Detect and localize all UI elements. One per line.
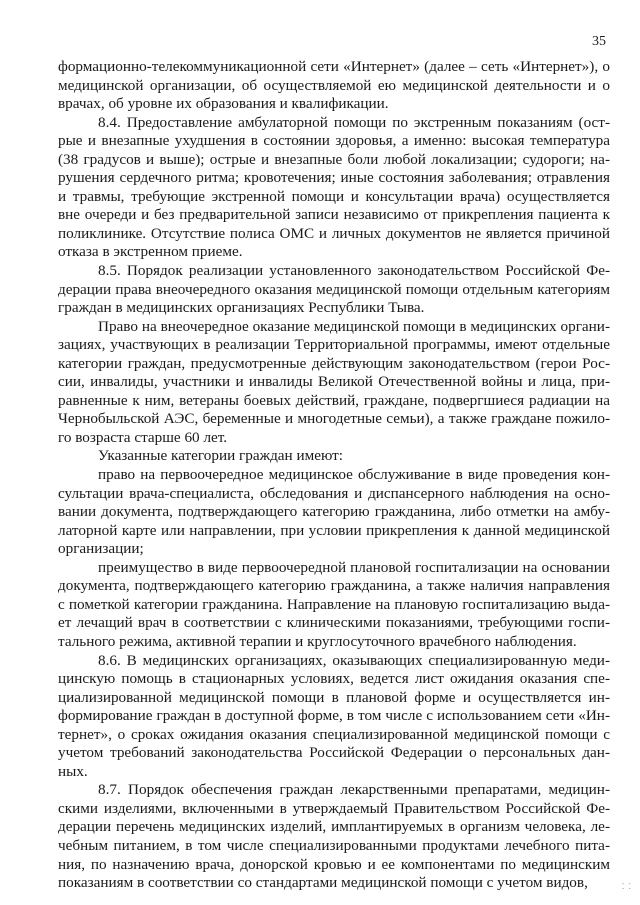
paragraph-first-priority-service: право на первоочередное медицинское обслуживание в виде проведения консультации врача-специалиста, обследования и диспансерного наблюдения на основании документа, подтверждающего категорию гражданина, либо отметки на амбулаторной карте или направлении, при условии прикрепления к данной медицинской организации;	[58, 466, 610, 558]
paragraph-priority-hospitalization: преимущество в виде первоочередной плановой госпитализации на основании документа, подтверждающего категорию гражданина, а также наличия направления с пометкой категории гражданина. Направление на плановую госпитализацию выдает лечащий врач в соответствии с клиническими показаниями, требующими госпитального режима, активной терапии и круглосуточного врачебного наблюдения.	[58, 558, 610, 650]
paragraph-priority-right: Право на внеочередное оказание медицинской помощи в медицинских организациях, участвующих в реализации Территориальной программы, имеют отдельные категории граждан, предусмотренные действующим законодательством (герои России, инвалиды, участники и инвалиды Великой Отечественной войны и лица, приравненные к ним, ветераны боевых действий, граждане, подвергшиеся радиации на Чернобыльской АЭС, беременные и многодетные семьи), а также граждане пожилого возраста старше 60 лет.	[58, 317, 610, 446]
paragraph-8-5: 8.5. Порядок реализации установленного законодательством Российской Федерации права внеочередного оказания медицинской помощи отдельным категориям граждан в медицинских организациях Республики Тыва.	[58, 262, 610, 317]
paragraph-continuation: формационно-телекоммуникационной сети «Интернет» (далее – сеть «Интернет»), о медицинской организации, об осуществляемой ею медицинской деятельности и о врачах, об уровне их образования и квалификации.	[58, 58, 610, 113]
paragraph-8-4: 8.4. Предоставление амбулаторной помощи по экстренным показаниям (острые и внезапные ухудшения в состоянии здоровья, а именно: высокая температура (38 градусов и выше); острые и внезапные боли любой локализации; судороги; нарушения сердечного ритма; кровотечения; иные состояния заболевания; отравления и травмы, требующие экстренной помощи и консультации врача) осуществляется вне очереди и без предварительной записи независимо от прикрепления пациента к поликлинике. Отсутствие полиса ОМС и личных документов не является причиной отказа в экстренном приеме.	[58, 113, 610, 261]
paragraph-8-6: 8.6. В медицинских организациях, оказывающих специализированную медицинскую помощь в стационарных условиях, ведется лист ожидания оказания специализированной медицинской помощи в плановой форме и осуществляется информирование граждан в доступной форме, в том числе с использованием сети «Интернет», о сроках ожидания оказания специализированной медицинской помощи с учетом требований законодательства Российской Федерации о персональных данных.	[58, 651, 610, 780]
scan-smudge: ⁚ ⁚	[621, 882, 632, 891]
page-number: 35	[592, 34, 606, 49]
document-body	[58, 58, 610, 893]
paragraph-8-7: 8.7. Порядок обеспечения граждан лекарственными препаратами, медицинскими изделиями, включенными в утверждаемый Правительством Российской Федерации перечень медицинских изделий, имплантируемых в организм человека, лечебным питанием, в том числе специализированными продуктами лечебного питания, по назначению врача, донорской кровью и ее компонентами по медицинским показаниям в соответствии со стандартами медицинской помощи с учетом видов,	[58, 781, 610, 892]
paragraph-categories-intro: Указанные категории граждан имеют:	[98, 447, 343, 465]
